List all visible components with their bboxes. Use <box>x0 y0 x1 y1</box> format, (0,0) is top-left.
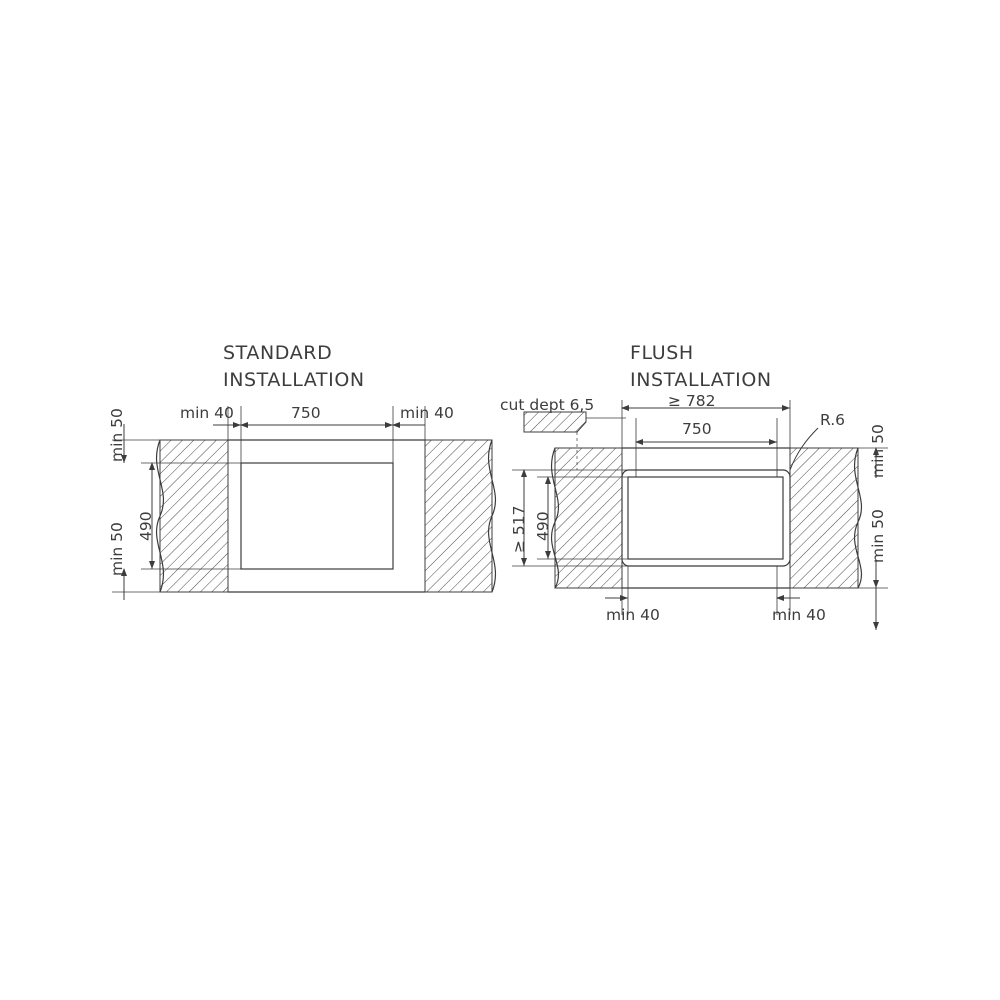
flush-label-inner-height: 490 <box>534 511 552 541</box>
flush-title-line2: INSTALLATION <box>630 369 772 391</box>
flush-label-inner-width: 750 <box>682 420 712 438</box>
flush-label-overall-height: ≥ 517 <box>510 505 528 553</box>
flush-label-right-top-margin: min 50 <box>869 424 887 478</box>
flush-label-bottom-left-gap: min 40 <box>606 606 660 624</box>
standard-label-top-left-gap: min 40 <box>180 404 234 422</box>
flush-label-overall-width: ≥ 782 <box>668 392 716 410</box>
flush-label-bottom-right-gap: min 40 <box>772 606 826 624</box>
flush-label-radius: R.6 <box>820 411 846 429</box>
standard-label-height: 490 <box>137 511 155 541</box>
standard-label-left-top-margin: min 50 <box>108 408 126 462</box>
flush-label-cut-depth: cut dept 6,5 <box>500 396 595 414</box>
standard-label-top-right-gap: min 40 <box>400 404 454 422</box>
standard-installation-figure <box>112 406 495 600</box>
standard-label-left-bottom-margin: min 50 <box>108 522 126 576</box>
flush-label-right-bottom-margin: min 50 <box>869 509 887 563</box>
standard-title-line1: STANDARD <box>223 342 333 364</box>
flush-title-line1: FLUSH <box>630 342 694 364</box>
standard-label-top-width: 750 <box>291 404 321 422</box>
standard-title-line2: INSTALLATION <box>223 369 365 391</box>
